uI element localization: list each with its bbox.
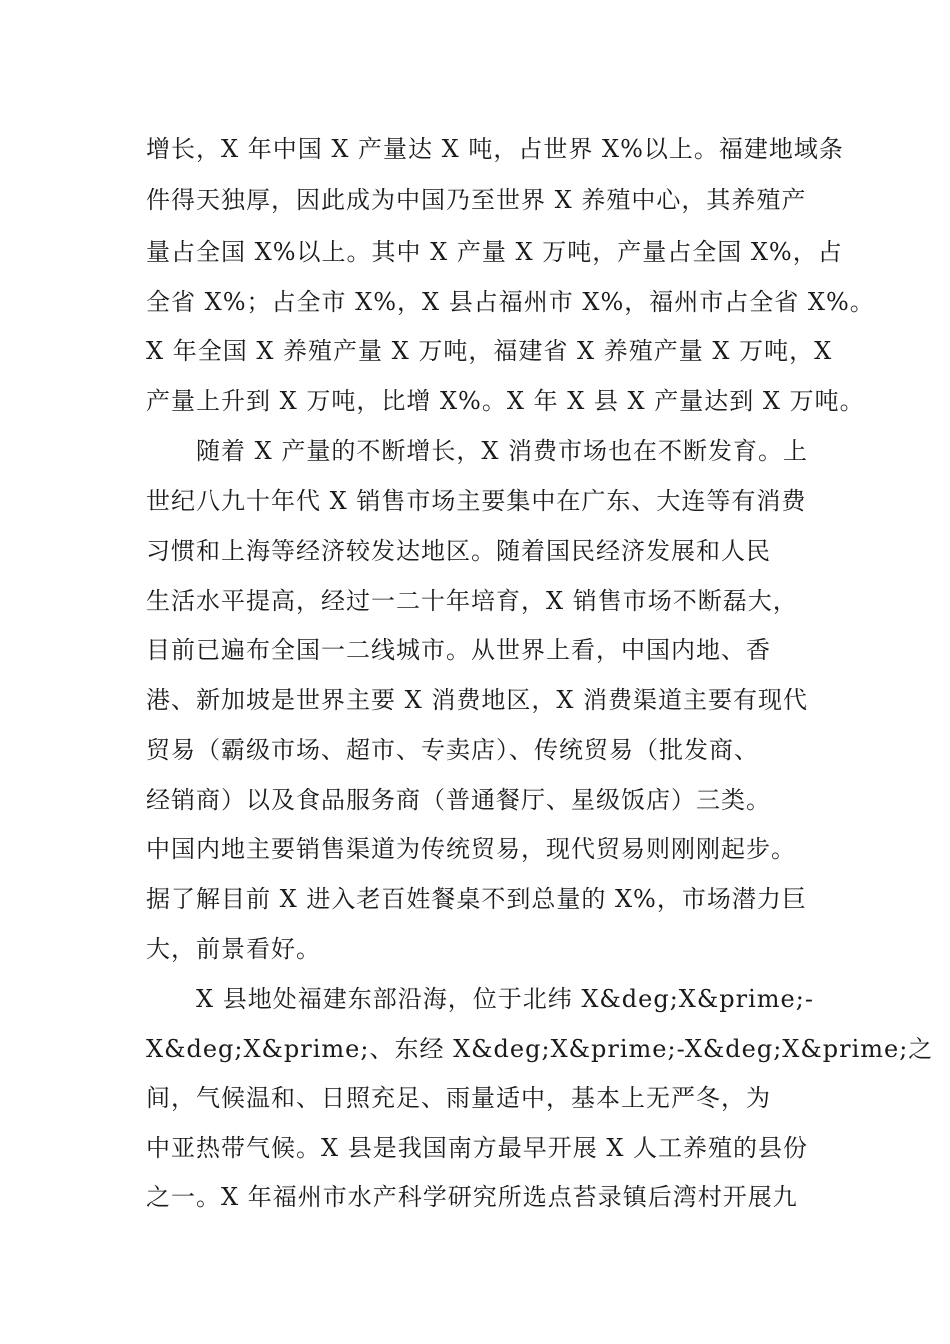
paragraph-first-line: X 县地处福建东部沿海，位于北纬 X&deg;X&prime;- [196, 985, 814, 1013]
text-line: 产量上升到 X 万吨，比增 X%。X 年 X 县 X 产量达到 X 万吨。 [146, 387, 865, 415]
text-line: 目前已遍布全国一二线城市。从世界上看，中国内地、香 [146, 636, 771, 664]
text-line: 大，前景看好。 [146, 935, 321, 963]
text-line: X 年全国 X 养殖产量 X 万吨，福建省 X 养殖产量 X 万吨，X [146, 337, 833, 365]
text-line: 量占全国 X%以上。其中 X 产量 X 万吨，产量占全国 X%，占 [146, 238, 843, 266]
text-line: 贸易（霸级市场、超市、专卖店）、传统贸易（批发商、 [146, 736, 759, 764]
text-line: 世纪八九十年代 X 销售市场主要集中在广东、大连等有消费 [146, 487, 807, 515]
text-line: 习惯和上海等经济较发达地区。随着国民经济发展和人民 [146, 537, 771, 565]
text-line: 间，气候温和、日照充足、雨量适中，基本上无严冬，为 [146, 1084, 771, 1112]
text-line: 件得天独厚，因此成为中国乃至世界 X 养殖中心，其养殖产 [146, 186, 807, 214]
text-line: 生活水平提高，经过一二十年培育，X 销售市场不断磊大， [146, 587, 798, 615]
text-line: 中国内地主要销售渠道为传统贸易，现代贸易则刚刚起步。 [146, 835, 796, 863]
text-line: 港、新加坡是世界主要 X 消费地区，X 消费渠道主要有现代 [146, 686, 809, 714]
text-line: X&deg;X&prime;、东经 X&deg;X&prime;-X&deg;X&prime;之 [146, 1035, 934, 1063]
text-line: 全省 X%；占全市 X%，X 县占福州市 X%，福州市占全省 X%。 [146, 288, 875, 316]
paragraph-first-line: 随着 X 产量的不断增长，X 消费市场也在不断发育。上 [196, 437, 809, 465]
text-line: 增长，X 年中国 X 产量达 X 吨，占世界 X%以上。福建地域条 [146, 135, 844, 163]
text-line: 经销商）以及食品服务商（普通餐厅、星级饭店）三类。 [146, 786, 771, 814]
text-line: 据了解目前 X 进入老百姓餐桌不到总量的 X%，市场潜力巨 [146, 885, 807, 913]
text-line: 中亚热带气候。X 县是我国南方最早开展 X 人工养殖的县份 [146, 1134, 809, 1162]
text-line: 之一。X 年福州市水产科学研究所选点苔录镇后湾村开展九 [146, 1183, 798, 1211]
